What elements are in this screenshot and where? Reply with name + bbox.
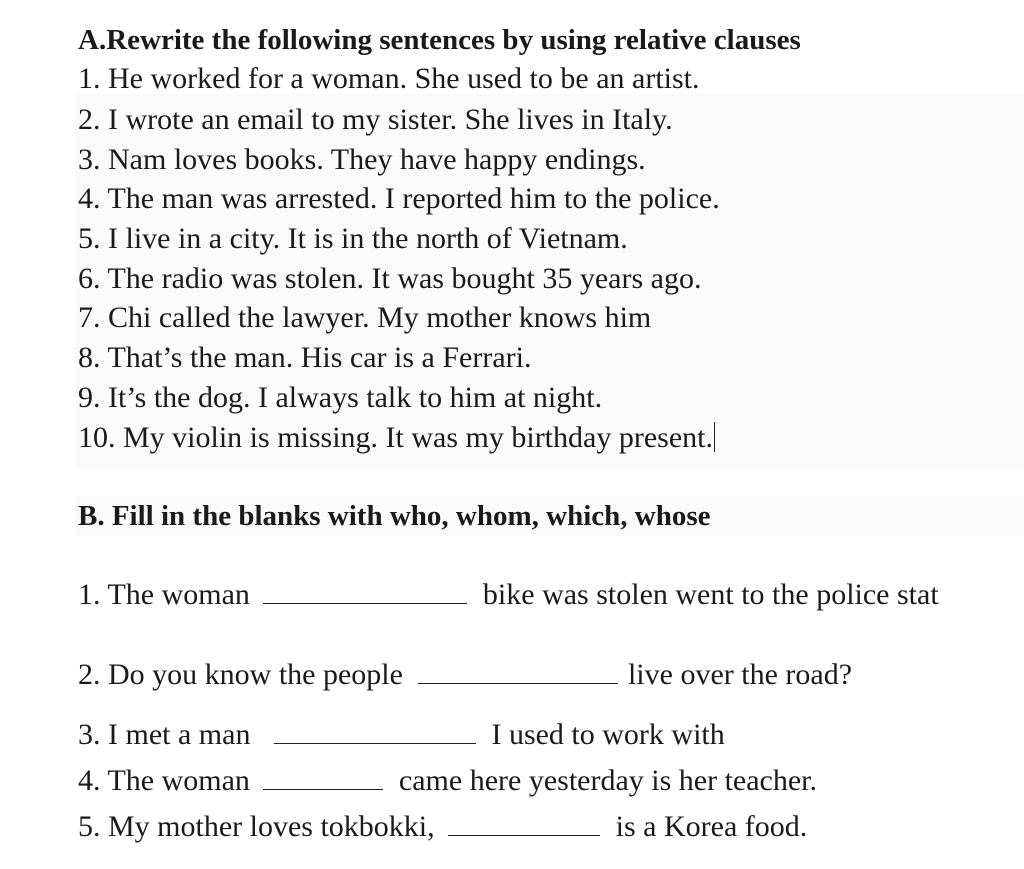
- fill-item-4-before: 4. The woman: [78, 764, 250, 797]
- fill-blank-2[interactable]: [418, 659, 618, 684]
- fill-item-1-before: 1. The woman: [78, 578, 250, 611]
- sentence-a-10-text: 10. My violin is missing. It was my birthday present.: [78, 421, 713, 454]
- fill-item-1: [78, 577, 939, 613]
- sentence-a-3: 3. Nam loves books. They have happy endings.: [78, 143, 646, 176]
- fill-item-1-after: bike was stolen went to the police stat: [482, 578, 939, 611]
- fill-item-2-after: live over the road?: [627, 658, 853, 691]
- sentence-a-8: 8. That’s the man. His car is a Ferrari.: [78, 341, 532, 374]
- sentence-a-6: 6. The radio was stolen. It was bought 35 years ago.: [78, 262, 702, 295]
- fill-item-3-after: I used to work with: [491, 718, 725, 751]
- fill-item-5-after: is a Korea food.: [615, 810, 808, 843]
- fill-blank-3[interactable]: [274, 719, 476, 744]
- sentence-a-5: 5. I live in a city. It is in the north of Vietnam.: [78, 222, 628, 255]
- sentence-a-4: 4. The man was arrested. I reported him to the police.: [78, 182, 720, 215]
- fill-item-2-before: 2. Do you know the people: [78, 658, 403, 691]
- fill-item-4-after: came here yesterday is her teacher.: [398, 764, 818, 797]
- fill-blank-4[interactable]: [263, 765, 383, 790]
- fill-blank-5[interactable]: [448, 811, 600, 836]
- fill-item-4: [78, 763, 817, 799]
- fill-item-3-before: 3. I met a man: [78, 718, 251, 751]
- fill-item-3: [78, 717, 725, 753]
- fill-item-5-before: 5. My mother loves tokbokki,: [78, 810, 435, 843]
- sentence-a-1: 1. He worked for a woman. She used to be an artist.: [78, 62, 700, 95]
- sentence-a-10: [78, 420, 715, 456]
- fill-blank-1[interactable]: [263, 579, 467, 604]
- fill-item-5: [78, 809, 807, 845]
- section-b-title: B. Fill in the blanks with who, whom, which, whose: [78, 500, 711, 532]
- fill-item-2: [78, 657, 852, 693]
- sentence-a-7: 7. Chi called the lawyer. My mother knows him: [78, 301, 652, 334]
- sentence-a-2: 2. I wrote an email to my sister. She lives in Italy.: [78, 103, 673, 136]
- text-cursor: [714, 422, 716, 452]
- section-a-title: A.Rewrite the following sentences by using relative clauses: [78, 24, 801, 56]
- sentence-a-9: 9. It’s the dog. I always talk to him at night.: [78, 381, 603, 414]
